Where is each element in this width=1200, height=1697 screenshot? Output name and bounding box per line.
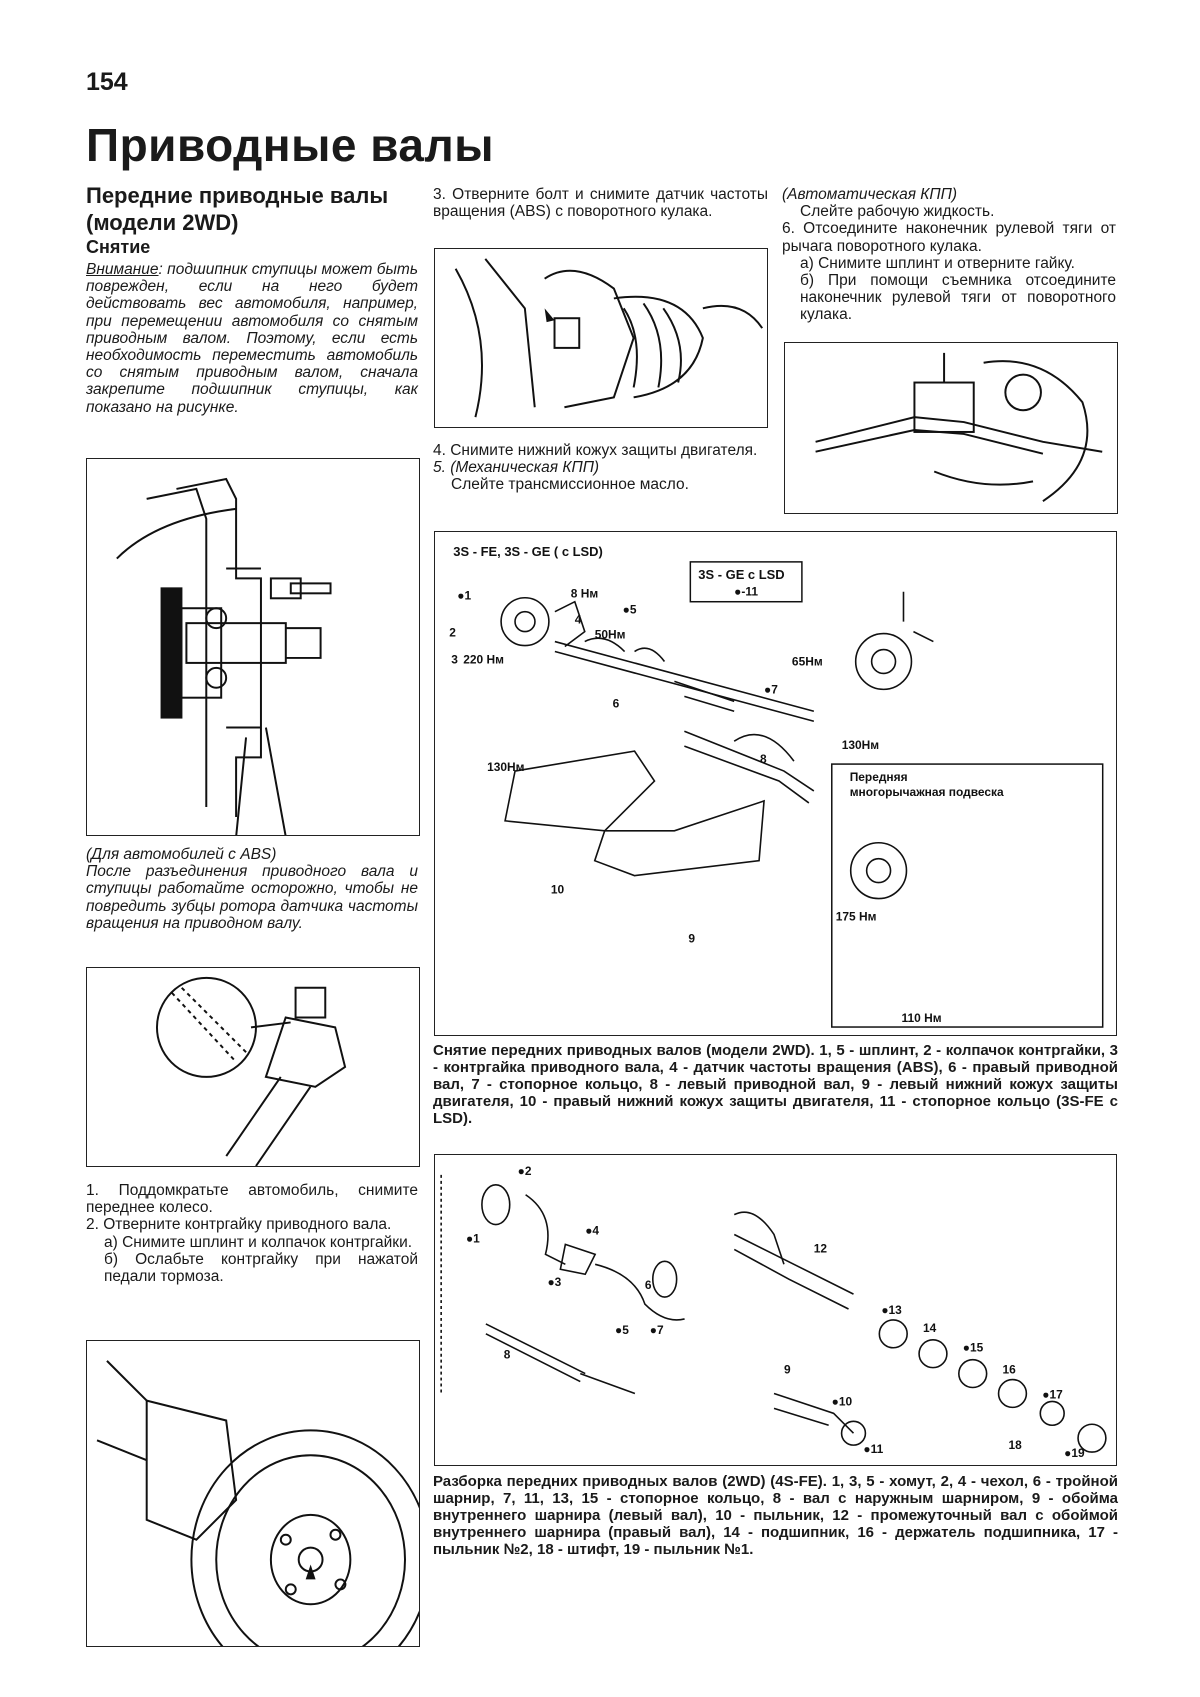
lsd-box-label: 3S - GE с LSD	[698, 566, 785, 582]
section-heading: Передние приводные валы (модели 2WD)	[86, 183, 389, 235]
dis-label-19: ●19	[1064, 1446, 1085, 1461]
sub-label-line2: многорычажная подвеска	[849, 784, 1004, 799]
label-11: ●-11	[734, 584, 758, 599]
dis-label-18: 18	[1008, 1438, 1022, 1453]
label-220: 220 Нм	[463, 652, 504, 667]
step-4: 4. Снимите нижний кожух защиты двигателя.	[433, 442, 758, 459]
dis-label-13: ●13	[881, 1302, 902, 1317]
step-6a: а) Снимите шплинт и отверните гайку.	[800, 254, 1075, 272]
abs-note	[86, 846, 418, 932]
label-10: 10	[550, 882, 565, 897]
label-175: 175 Нм	[835, 909, 877, 924]
warning-text: : подшипник ступицы может быть поврежден, если на него будет действовать вес автомобиля, например, при перемещении автомобиля со снятым приводным валом. Поэтому, если есть необходимость переместить автомобиль со снятым приводным валом, сначала закрепите подшипник ступицы, как показано на рисунке.	[86, 261, 418, 416]
page-title: Приводные валы	[86, 119, 494, 171]
label-2: 2	[449, 625, 456, 640]
label-6: 6	[612, 696, 620, 711]
brake-disc-drawing	[87, 1341, 419, 1646]
abs-rotor-drawing	[87, 968, 419, 1166]
removal-header: 3S - FE, 3S - GE ( с LSD)	[453, 543, 603, 559]
label-50nm: 50Нм	[594, 627, 626, 642]
tie-rod-puller-drawing	[785, 343, 1117, 513]
auto-transmission-title: (Автоматическая КПП)	[782, 186, 958, 203]
label-130b: 130Нм	[841, 738, 880, 753]
label-1: ●1	[457, 588, 472, 603]
step-2b: б) Ослабьте контргайку при нажатой педали тормоза.	[104, 1250, 418, 1286]
section-subheading: Снятие	[86, 237, 151, 257]
abs-note-text: После разъединения приводного вала и ступицы работайте осторожно, чтобы не повредить зубцы ротора датчика частоты вращения на приводном валу.	[86, 863, 418, 932]
label-7: ●7	[764, 682, 778, 697]
abs-sensor-drawing	[435, 249, 767, 427]
dis-label-14: 14	[923, 1320, 937, 1335]
label-8nm: 8 Нм	[570, 586, 599, 601]
label-9: 9	[688, 931, 695, 946]
dis-label-11: ●11	[863, 1442, 884, 1457]
label-3: 3	[451, 652, 458, 667]
dis-label-15: ●15	[962, 1340, 984, 1355]
step-3: 3. Отверните болт и снимите датчик частоты вращения (ABS) с поворотного кулака.	[433, 186, 768, 221]
step-5-text: Слейте трансмиссионное масло.	[451, 476, 689, 494]
label-110: 110 Нм	[901, 1011, 942, 1026]
label-5: ●5	[622, 602, 637, 617]
dis-label-3: ●3	[547, 1275, 562, 1290]
right-text	[782, 186, 1116, 324]
dis-label-17: ●17	[1042, 1387, 1063, 1402]
dis-label-12: 12	[813, 1241, 828, 1256]
dis-label-8: 8	[503, 1347, 511, 1362]
label-8: 8	[760, 752, 767, 767]
step-2a: а) Снимите шплинт и колпачок контргайки.	[104, 1233, 413, 1251]
hub-bearing-drawing	[87, 459, 419, 835]
step-5-title: 5. (Механическая КПП)	[433, 459, 600, 477]
steps-4-5	[433, 442, 768, 494]
removal-exploded-drawing	[435, 532, 1116, 1035]
abs-note-title: (Для автомобилей с ABS)	[86, 846, 277, 863]
dis-label-16: 16	[1002, 1362, 1016, 1377]
step-6b: б) При помощи съемника отсоедините наконечник рулевой тяги от поворотного кулака.	[800, 272, 1116, 324]
hub-bearing-figure	[86, 458, 420, 836]
dis-label-1: ●1	[465, 1231, 480, 1246]
auto-transmission-text: Слейте рабочую жидкость.	[800, 203, 995, 221]
steps-1-2	[86, 1182, 418, 1285]
dis-label-6: 6	[644, 1278, 652, 1293]
dis-label-4: ●4	[585, 1223, 600, 1238]
abs-sensor-figure	[434, 248, 768, 428]
warning-label: Внимание	[86, 261, 159, 278]
sub-label-line1: Передняя	[849, 770, 908, 785]
dis-label-7: ●7	[649, 1322, 664, 1337]
label-130a: 130Нм	[487, 760, 525, 775]
tie-rod-puller-figure	[784, 342, 1118, 514]
step-6: 6. Отсоедините наконечник рулевой тяги от рычага поворотного кулака.	[782, 220, 1116, 255]
disassembly-caption: Разборка передних приводных валов (2WD) (4S-FE). 1, 3, 5 - хомут, 2, 4 - чехол, 6 - тройной шарнир, 7, 11, 13, 15 - стопорное кольцо, 8 - вал с наружным шарниром, 9 - обойма внутреннего шарнира (левый вал), 10 - пыльник, 12 - промежуточный вал с обоймой внутреннего шарнира (правый вал), 14 - подшипник, 16 - держатель подшипника, 17 - пыльник №2, 18 - штифт, 19 - пыльник №1.	[433, 1473, 1118, 1558]
dis-label-9: 9	[783, 1362, 791, 1377]
removal-caption: Снятие передних приводных валов (модели 2WD). 1, 5 - шплинт, 2 - колпачок контргайки, 3 - контргайка приводного вала, 4 - датчик частоты вращения (ABS), 6 - правый приводной вал, 7 - стопорное кольцо, 8 - левый приводной вал, 9 - левый нижний кожух защиты двигателя, 10 - правый нижний кожух защиты двигателя, 11 - стопорное кольцо (3S-FE с LSD).	[433, 1042, 1118, 1127]
label-65nm: 65Нм	[791, 654, 823, 669]
dis-label-5: ●5	[615, 1322, 629, 1337]
removal-exploded-figure	[434, 531, 1117, 1036]
step-2: 2. Отверните контргайку приводного вала.	[86, 1216, 392, 1234]
disassembly-drawing	[435, 1155, 1116, 1465]
page-number: 154	[86, 68, 128, 96]
dis-label-10: ●10	[831, 1394, 853, 1409]
brake-disc-figure	[86, 1340, 420, 1647]
dis-label-2: ●2	[517, 1163, 532, 1178]
step-1: 1. Поддомкратьте автомобиль, снимите переднее колесо.	[86, 1182, 418, 1217]
abs-rotor-figure	[86, 967, 420, 1167]
label-4: 4	[574, 612, 582, 627]
warning-paragraph	[86, 261, 418, 416]
disassembly-figure	[434, 1154, 1117, 1466]
